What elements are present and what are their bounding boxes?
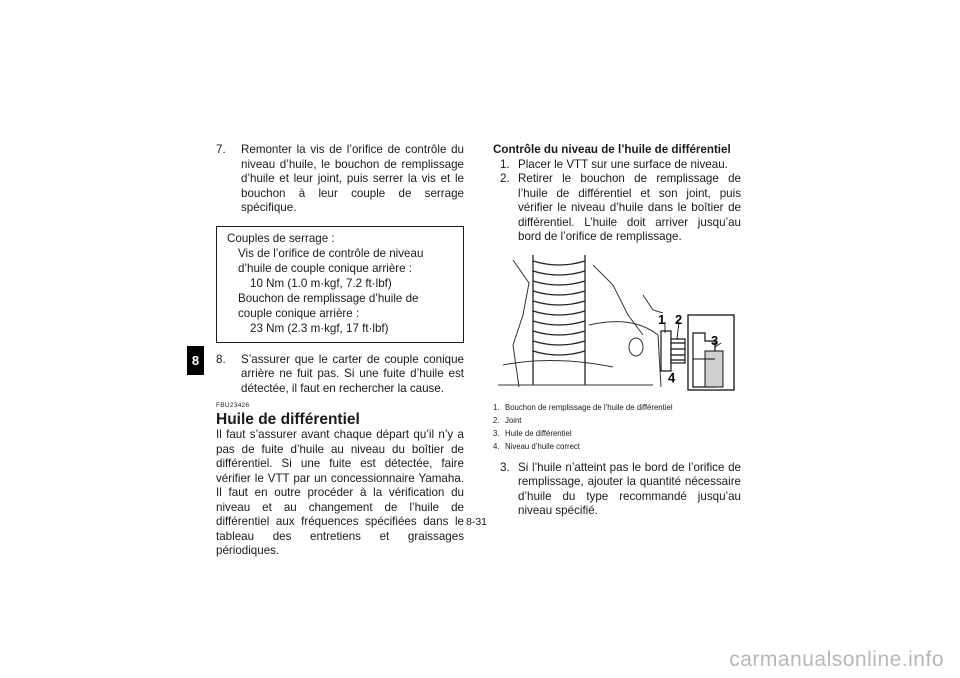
callout-number: 4. <box>493 441 500 451</box>
step-number: 7. <box>216 143 226 156</box>
step-8 <box>216 353 464 397</box>
spec-item-2-value: 23 Nm (2.3 m·kgf, 17 ft·lbf) <box>250 321 389 335</box>
left-column <box>216 143 464 559</box>
page-number: 8-31 <box>466 516 488 528</box>
step-text: Retirer le bouchon de remplissage de l’huile de différentiel et son joint, puis vérifier le niveau d’huile dans le boîtier de différentiel. L’huile doit arriver jusqu’au bord de l’orifice de remplissage. <box>518 172 741 243</box>
step-1 <box>493 158 741 173</box>
figure-label-1: 1 <box>658 311 666 327</box>
section-title: Huile de différentiel <box>216 411 360 428</box>
callout-text: Joint <box>505 415 522 425</box>
section-code: FBU23426 <box>216 402 250 409</box>
spec-item-1-value: 10 Nm (1.0 m·kgf, 7.2 ft·lbf) <box>250 276 392 290</box>
step-3 <box>493 461 741 519</box>
callout-item <box>493 440 741 453</box>
spec-title: Couples de serrage : <box>227 231 335 245</box>
figure-label-4: 4 <box>668 369 676 385</box>
chapter-tab: 8 <box>187 346 204 375</box>
torque-spec-box <box>216 226 464 343</box>
step-text: Remonter la vis de l’orifice de contrôle du niveau d’huile, le bouchon de remplissage d’huile et leur joint, puis serrer la vis et le bouchon à leur couple de serrage spécifique. <box>241 143 464 214</box>
right-column <box>493 143 741 519</box>
step-2 <box>493 172 741 245</box>
subsection-title: Contrôle du niveau de l’huile de différentiel <box>493 143 731 156</box>
step-number: 3. <box>500 460 510 474</box>
callout-number: 1. <box>493 402 500 412</box>
figure-callouts <box>493 401 741 453</box>
watermark: carmanualsonline.info <box>729 648 944 671</box>
step-number: 8. <box>216 352 226 366</box>
step-number: 2. <box>500 172 510 185</box>
figure-label-3: 3 <box>711 332 719 348</box>
step-number: 1. <box>500 157 510 171</box>
differential-oil-figure <box>493 255 738 395</box>
figure-label-2: 2 <box>675 311 683 327</box>
callout-text: Niveau d’huile correct <box>505 441 580 451</box>
spec-item-2-label: Bouchon de remplissage d’huile de couple conique arrière : <box>238 291 419 320</box>
step-text: Placer le VTT sur une surface de niveau. <box>518 157 728 171</box>
callout-text: Bouchon de remplissage de l’huile de différentiel <box>505 402 673 412</box>
spec-item-1-label: Vis de l’orifice de contrôle de niveau d’huile de couple conique arrière : <box>238 246 424 275</box>
differential-illustration <box>493 255 738 395</box>
callout-number: 3. <box>493 428 500 438</box>
callout-item <box>493 427 741 440</box>
step-7 <box>216 143 464 216</box>
section-paragraph: Il faut s’assurer avant chaque départ qu’il n’y a pas de fuite d’huile au niveau du boîtier de différentiel. Si une fuite est détectée, faire vérifier le VTT par un concessionnaire Yamaha. Il faut en outre procéder à la vérification du niveau et au changement de l’huile de différentiel aux fréquences spécifiées dans le tableau des entretiens et graissages périodiques. <box>216 428 464 557</box>
callout-item <box>493 401 741 414</box>
callout-number: 2. <box>493 415 500 425</box>
step-text: Si l’huile n’atteint pas le bord de l’orifice de remplissage, ajouter la quantité nécessaire d’huile du type recommandé jusqu’au niveau spécifié. <box>518 460 741 517</box>
callout-item <box>493 414 741 427</box>
callout-text: Huile de différentiel <box>505 428 572 438</box>
step-text: S’assurer que le carter de couple conique arrière ne fuit pas. Si une fuite d’huile est détectée, il faut en rechercher la cause. <box>241 352 464 395</box>
